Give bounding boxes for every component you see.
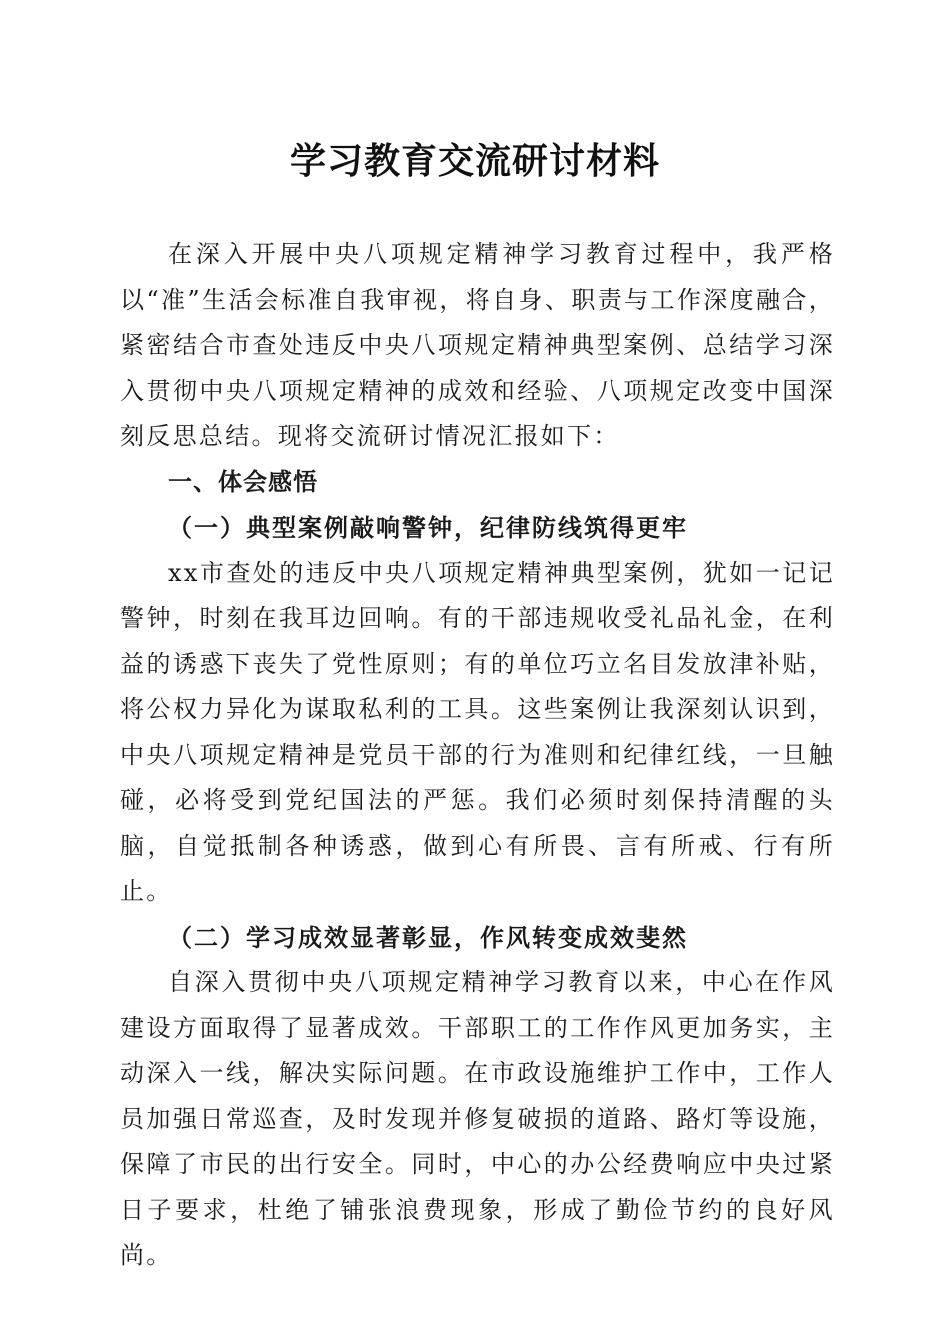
intro-paragraph: 在深入开展中央八项规定精神学习教育过程中，我严格以“准”生活会标准自我审视，将自身、职责与工作深度融合，紧密结合市查处违反中央八项规定精神典型案例、总结学习深入贯彻中央八项规定精神的成效和经验、八项规定改变中国深刻反思总结。现将交流研讨情况汇报如下： bbox=[120, 240, 835, 450]
subsection-heading-2: （二）学习成效显著彰显，作风转变成效斐然 bbox=[168, 922, 688, 952]
document-body bbox=[120, 232, 835, 1279]
subsection-1-paragraph: xx市查处的违反中央八项规定精神典型案例，犹如一记记警钟，时刻在我耳边回响。有的干部违规收受礼品礼金，在利益的诱惑下丧失了党性原则；有的单位巧立名目发放津补贴，将公权力异化为谋取私利的工具。这些案例让我深刻认识到，中央八项规定精神是党员干部的行为准则和纪律红线，一旦触碰，必将受到党纪国法的严惩。我们必须时刻保持清醒的头脑，自觉抵制各种诱惑，做到心有所畏、言有所戒、行有所止。 bbox=[120, 558, 835, 905]
subsection-2-paragraph: 自深入贯彻中央八项规定精神学习教育以来，中心在作风建设方面取得了显著成效。干部职工的工作作风更加务实，主动深入一线，解决实际问题。在市政设施维护工作中，工作人员加强日常巡查，及时发现并修复破损的道路、路灯等设施，保障了市民的出行安全。同时，中心的办公经费响应中央过紧日子要求，杜绝了铺张浪费现象，形成了勤俭节约的良好风尚。 bbox=[120, 968, 835, 1269]
document-title: 学习教育交流研讨材料 bbox=[289, 140, 660, 182]
subsection-heading-1: （一）典型案例敲响警钟，纪律防线筑得更牢 bbox=[168, 513, 688, 542]
section-heading-1: 一、体会感悟 bbox=[168, 467, 318, 496]
